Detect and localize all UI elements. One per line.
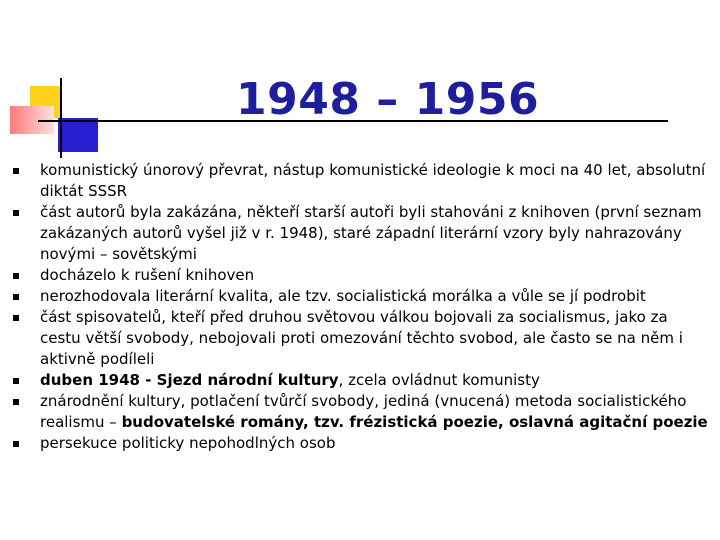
list-item (0, 433, 710, 454)
bullet-square-icon (13, 378, 19, 384)
list-item (0, 265, 710, 286)
vertical-rule (60, 78, 62, 158)
bullet-square-icon (13, 441, 19, 447)
bullet-text: část autorů byla zakázána, někteří starší autoři byli stahováni z knihoven (první seznam zakázaných autorů vyšel již v r. 1948), staré západní literární vzory byly nahrazovány novými – sovětskými (40, 203, 702, 263)
bullet-square-icon (13, 315, 19, 321)
bullet-text: část spisovatelů, kteří před druhou světovou válkou bojovali za socialismus, jako za cestu větší svobody, nebojovali proti omezování těchto svobod, ale často se na něm i aktivně podíleli (40, 308, 683, 368)
list-item (0, 160, 710, 202)
bullet-square-icon (13, 399, 19, 405)
bullet-list (0, 160, 720, 454)
bullet-text: docházelo k rušení knihoven (40, 266, 255, 284)
bullet-text: , zcela ovládnut komunisty (338, 371, 540, 389)
list-item (0, 286, 710, 307)
slide-title: 1948 – 1956 (236, 74, 540, 125)
bullet-text: persekuce politicky nepohodlných osob (40, 434, 336, 452)
bullet-bold-text: budovatelské romány, tzv. frézistická poezie, oslavná agitační poezie (121, 413, 708, 431)
bullet-square-icon (13, 273, 19, 279)
bullet-text: komunistický únorový převrat, nástup komunistické ideologie k moci na 40 let, absolutní diktát SSSR (40, 161, 706, 200)
list-item (0, 202, 710, 265)
list-item (0, 391, 710, 433)
bullet-bold-text: duben 1948 - Sjezd národní kultury (40, 371, 339, 389)
bullet-text: znárodnění kultury, potlačení tvůrčí svobody, jediná (vnucená) metoda socialistického realismu – (40, 392, 687, 431)
decorative-corner-graphic (0, 0, 110, 160)
bullet-square-icon (13, 294, 19, 300)
bullet-text: nerozhodovala literární kvalita, ale tzv. socialistická morálka a vůle se jí podrobit (40, 287, 646, 305)
list-item (0, 370, 710, 391)
list-item (0, 307, 710, 370)
bullet-square-icon (13, 210, 19, 216)
bullet-square-icon (13, 168, 19, 174)
blue-square-shape (58, 118, 98, 152)
